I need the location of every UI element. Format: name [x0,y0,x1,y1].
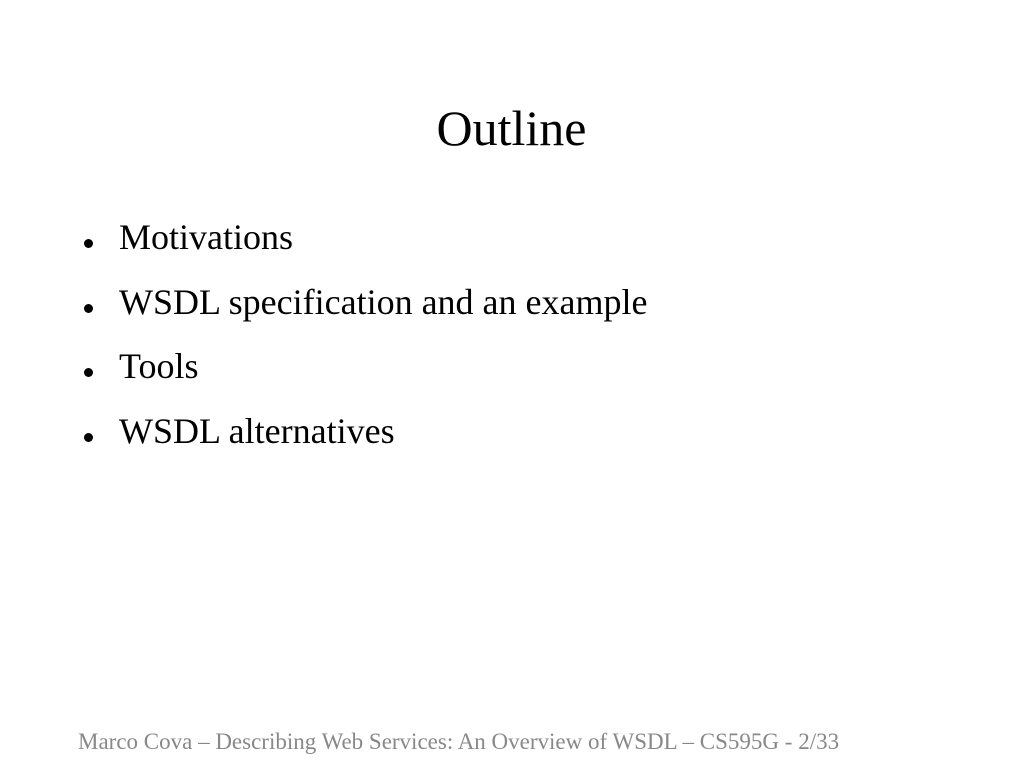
bullet-text: WSDL specification and an example [119,281,648,322]
bullet-text: Motivations [119,217,294,257]
bullet-dot-icon [84,368,93,377]
slide-footer: Marco Cova – Describing Web Services: An Overview of WSDL – CS595G - 2/33 [78,729,840,754]
bullet-dot-icon [84,239,93,248]
bullet-text: Tools [119,346,199,386]
slide-title: Outline [436,100,587,156]
bullet-dot-icon [84,304,93,313]
bullet-text: WSDL alternatives [119,410,395,451]
bullet-dot-icon [84,433,93,442]
